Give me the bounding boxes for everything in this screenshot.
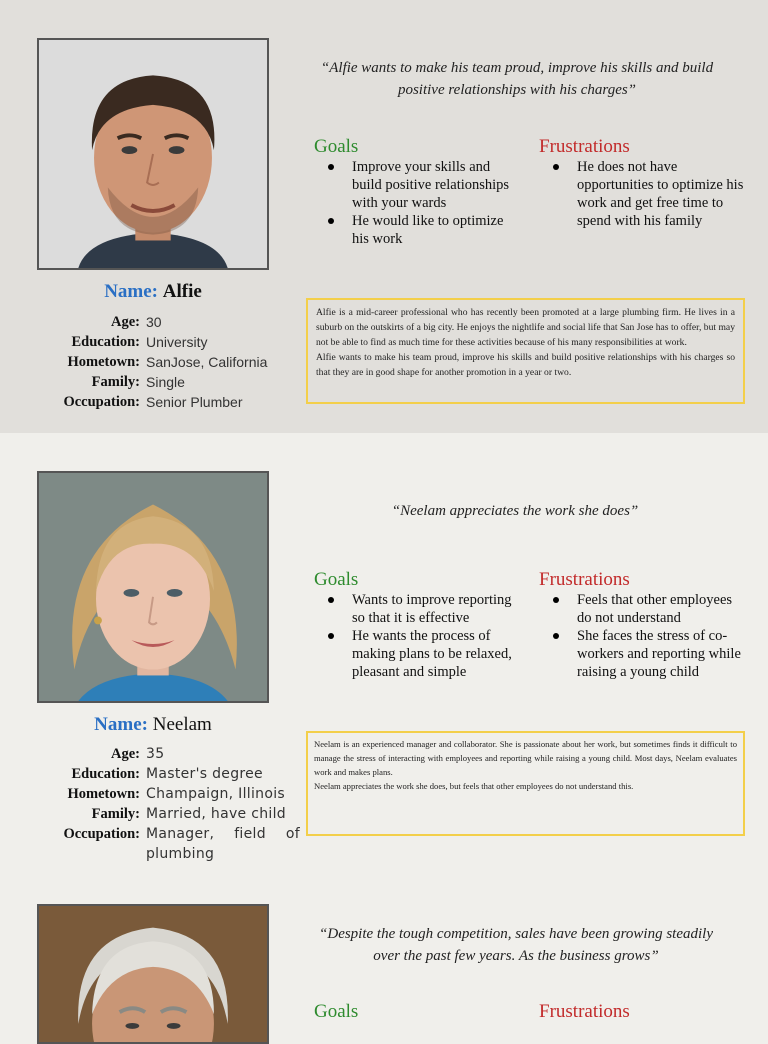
persona-quote: “Despite the tough competition, sales have been growing steadily over the past few years. As the business grows” [319,926,713,964]
goal-item: He would like to optimize his work [314,212,514,248]
older-man-portrait-icon [39,906,267,1042]
persona-card-alfie [0,0,768,433]
man-portrait-icon [39,40,267,268]
persona-quote: “Alfie wants to make his team proud, improve his skills and build positive relationships with his charges” [320,60,714,98]
name-value: Neelam [152,714,212,735]
info-value: 35 [146,746,165,762]
info-label: Age: [111,314,140,330]
info-row-hometown [20,784,300,804]
persona-name [37,714,269,736]
persona-photo [37,38,269,270]
persona-quote: “Neelam appreciates the work she does” [391,503,639,519]
frustrations-list [539,591,744,681]
info-value: 30 [146,314,162,330]
info-label: Family: [91,806,140,822]
info-row-family [20,804,300,824]
persona-info [20,312,300,412]
bio-paragraph: Neelam is an experienced manager and collaborator. She is passionate about her work, but sometimes finds it difficult to manage the stress of interacting with employees and reporting while raising a young child. Most days, Neelam evaluates work and makes plans. [314,739,737,777]
frustration-item: She faces the stress of co-workers and reporting while raising a young child [539,627,744,681]
info-row-age [20,744,300,764]
info-row-age [20,312,300,332]
info-value: SanJose, California [146,354,268,370]
goals-list [314,158,514,248]
name-value: Alfie [162,281,202,302]
persona-info [20,744,300,864]
info-row-occupation [20,824,300,864]
info-label: Family: [91,374,140,390]
goals-heading: Goals [314,136,359,157]
info-label: Hometown: [67,354,140,370]
frustrations-list [539,158,744,230]
info-label: Hometown: [67,786,140,802]
info-value: Single [146,374,185,390]
bio-paragraph: Alfie wants to make his team proud, improve his skills and build positive relationships with his charges so that they are in good shape for another promotion in a year or two. [316,352,735,378]
info-value: Senior Plumber [146,394,243,410]
info-label: Education: [71,334,140,350]
info-label: Occupation: [63,394,140,410]
persona-bio [306,298,745,404]
name-label: Name: [104,281,158,302]
bio-paragraph: Alfie is a mid-career professional who has recently been promoted at a large plumbing firm. He lives in a suburb on the outskirts of a big city. He enjoys the nightlife and social life that San Jose has to offer, but may not be able to find as much time for these activities because of his many responsibilities at work. [316,307,735,348]
info-row-family [20,372,300,392]
info-value: Manager, field of plumbing [146,826,300,862]
persona-name [37,281,269,303]
goal-item: Wants to improve reporting so that it is effective [314,591,514,627]
goals-heading: Goals [314,569,359,590]
persona-card-third [0,868,768,1024]
woman-portrait-icon [39,473,267,701]
persona-card-neelam [0,433,768,868]
info-row-hometown [20,352,300,372]
info-row-occupation [20,392,300,412]
persona-photo [37,904,269,1044]
frustration-item: He does not have opportunities to optimize his work and get free time to spend with his family [539,158,744,230]
info-value: University [146,334,208,350]
frustrations-heading: Frustrations [539,1001,630,1022]
frustrations-heading: Frustrations [539,569,630,590]
goals-list [314,591,514,681]
frustration-item: Feels that other employees do not understand [539,591,744,627]
goals-heading: Goals [314,1001,359,1022]
persona-bio [306,731,745,836]
info-label: Education: [71,766,140,782]
goal-item: He wants the process of making plans to be relaxed, pleasant and simple [314,627,514,681]
bio-paragraph: Neelam appreciates the work she does, but feels that other employees do not understand this. [314,781,634,791]
goal-item: Improve your skills and build positive relationships with your wards [314,158,514,212]
info-value: Master's degree [146,766,263,782]
frustrations-heading: Frustrations [539,136,630,157]
persona-photo [37,471,269,703]
info-label: Occupation: [63,826,140,842]
info-label: Age: [111,746,140,762]
info-row-education [20,764,300,784]
info-row-education [20,332,300,352]
name-label: Name: [94,714,148,735]
info-value: Champaign, Illinois [146,786,286,802]
info-value: Married, have child [146,806,286,822]
